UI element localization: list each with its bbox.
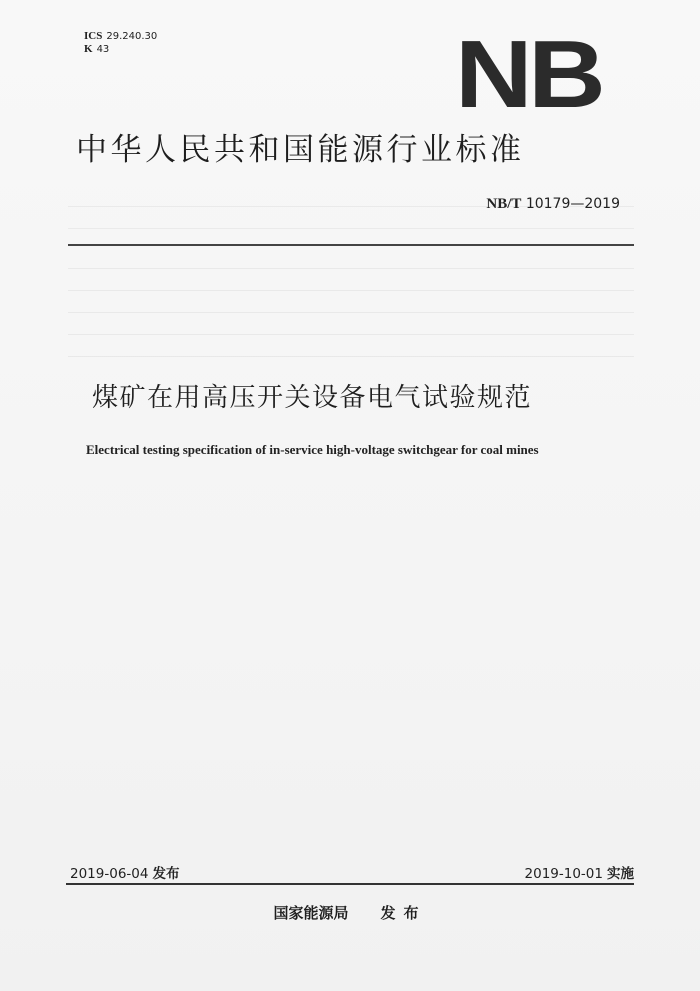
effective-date-block bbox=[525, 862, 634, 882]
ics-code bbox=[84, 30, 157, 43]
standard-code: 10179—2019 bbox=[525, 196, 620, 212]
standard-number bbox=[486, 196, 620, 213]
document-title-chinese: 煤矿在用高压开关设备电气试验规范 bbox=[92, 383, 533, 413]
show-through-line bbox=[68, 334, 634, 335]
ccs-label: K bbox=[84, 43, 93, 55]
show-through-line bbox=[68, 268, 634, 269]
show-through-line bbox=[68, 228, 634, 229]
show-through-line bbox=[68, 290, 634, 291]
classification-codes bbox=[84, 30, 157, 56]
document-title-english: Electrical testing specification of in-service high-voltage switchgear for coal mines bbox=[86, 442, 539, 457]
issue-label: 发布 bbox=[152, 866, 180, 882]
effective-date: 2019-10-01 bbox=[524, 866, 603, 882]
show-through-line bbox=[68, 356, 634, 357]
bottom-divider bbox=[66, 883, 634, 885]
ics-label: ICS bbox=[84, 30, 103, 42]
ics-value: 29.240.30 bbox=[106, 31, 158, 42]
standard-prefix: NB/T bbox=[486, 196, 522, 212]
issue-date-block bbox=[70, 862, 179, 882]
issuer-block bbox=[0, 902, 700, 923]
issuer-action: 发布 bbox=[380, 904, 427, 922]
effective-label: 实施 bbox=[607, 866, 634, 882]
top-divider bbox=[68, 244, 634, 246]
agency-title: 中华人民共和国能源行业标准 bbox=[76, 132, 525, 168]
issue-date: 2019-06-04 bbox=[70, 866, 149, 882]
show-through-line bbox=[68, 312, 634, 313]
issuer-name: 国家能源局 bbox=[273, 904, 349, 922]
ccs-code bbox=[84, 43, 157, 56]
nb-logo: NB bbox=[455, 21, 602, 128]
ccs-value: 43 bbox=[96, 44, 110, 55]
